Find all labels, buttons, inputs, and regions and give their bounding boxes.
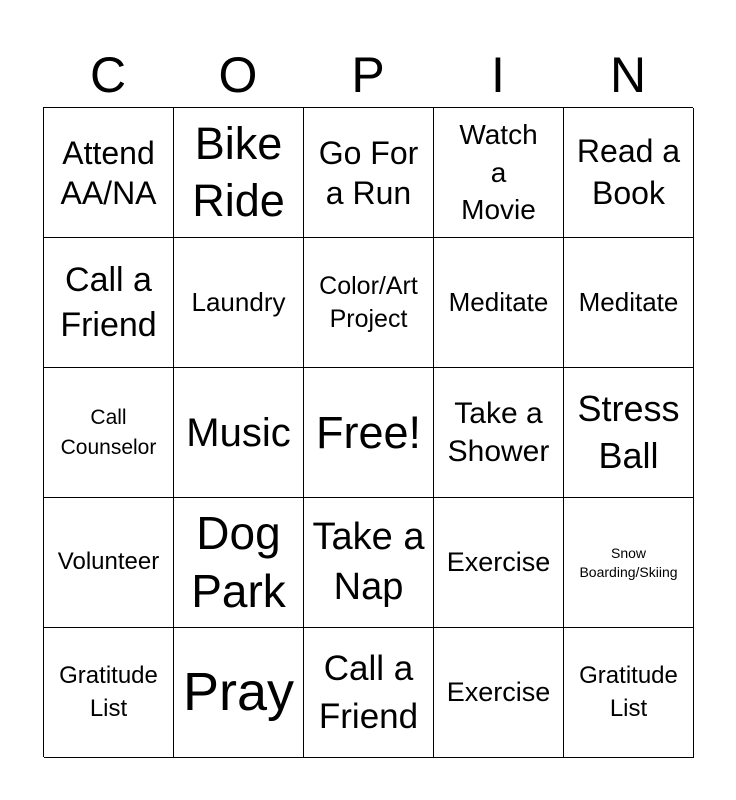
cell-label: Go For a Run bbox=[318, 134, 419, 211]
bingo-cell[interactable] bbox=[44, 628, 174, 758]
bingo-cell[interactable] bbox=[304, 628, 434, 758]
bingo-cell[interactable] bbox=[174, 628, 304, 758]
cell-label: Music bbox=[186, 410, 291, 455]
bingo-cell[interactable] bbox=[44, 238, 174, 368]
bingo-header bbox=[43, 44, 693, 106]
bingo-cell[interactable] bbox=[434, 108, 564, 238]
bingo-cell[interactable] bbox=[434, 498, 564, 628]
header-letter-o: O bbox=[218, 47, 258, 103]
bingo-cell[interactable] bbox=[304, 108, 434, 238]
bingo-cell[interactable] bbox=[44, 368, 174, 498]
cell-label: Take a Shower bbox=[447, 397, 550, 468]
cell-label: Snow Boarding/Skiing bbox=[579, 544, 678, 580]
bingo-cell[interactable] bbox=[434, 368, 564, 498]
cell-label: Color/Art Project bbox=[319, 272, 418, 333]
bingo-cell[interactable] bbox=[304, 498, 434, 628]
bingo-cell[interactable] bbox=[564, 498, 694, 628]
cell-label: Gratitude List bbox=[59, 662, 158, 722]
cell-label: Exercise bbox=[446, 547, 551, 578]
cell-label: Dog Park bbox=[191, 507, 286, 617]
cell-label: Read a Book bbox=[576, 132, 681, 211]
cell-label: Free! bbox=[315, 406, 422, 458]
cell-label: Call a Friend bbox=[318, 649, 419, 736]
cell-label: Gratitude List bbox=[579, 662, 678, 722]
cell-label: Meditate bbox=[578, 286, 679, 317]
bingo-cell[interactable] bbox=[174, 238, 304, 368]
cell-label: Laundry bbox=[191, 286, 286, 317]
bingo-cell[interactable] bbox=[564, 368, 694, 498]
bingo-cell[interactable] bbox=[174, 368, 304, 498]
cell-label: Watch a Movie bbox=[459, 118, 538, 226]
cell-label: Volunteer bbox=[57, 548, 160, 576]
cell-label: Meditate bbox=[448, 286, 549, 317]
header-letter-c: C bbox=[89, 47, 127, 103]
bingo-cell[interactable] bbox=[434, 238, 564, 368]
cell-label: Take a Nap bbox=[312, 516, 425, 608]
bingo-cell[interactable] bbox=[44, 108, 174, 238]
bingo-cell[interactable] bbox=[564, 628, 694, 758]
bingo-board bbox=[43, 107, 693, 757]
cell-label: Call a Friend bbox=[60, 261, 157, 344]
bingo-cell[interactable] bbox=[304, 238, 434, 368]
bingo-cell[interactable] bbox=[304, 368, 434, 498]
bingo-cell[interactable] bbox=[174, 108, 304, 238]
bingo-cell[interactable] bbox=[564, 108, 694, 238]
cell-label: Exercise bbox=[446, 677, 551, 708]
header-letter-p: P bbox=[351, 47, 385, 103]
bingo-cell[interactable] bbox=[434, 628, 564, 758]
cell-label: Pray bbox=[182, 661, 295, 722]
cell-label: Attend AA/NA bbox=[60, 134, 157, 211]
bingo-cell[interactable] bbox=[564, 238, 694, 368]
header-letter-n: N bbox=[609, 47, 647, 103]
bingo-cell[interactable] bbox=[44, 498, 174, 628]
cell-label: Call Counselor bbox=[60, 406, 157, 459]
cell-label: Bike Ride bbox=[192, 118, 285, 226]
cell-label: Stress Ball bbox=[577, 387, 680, 476]
header-letter-i: I bbox=[491, 47, 505, 103]
bingo-cell[interactable] bbox=[174, 498, 304, 628]
